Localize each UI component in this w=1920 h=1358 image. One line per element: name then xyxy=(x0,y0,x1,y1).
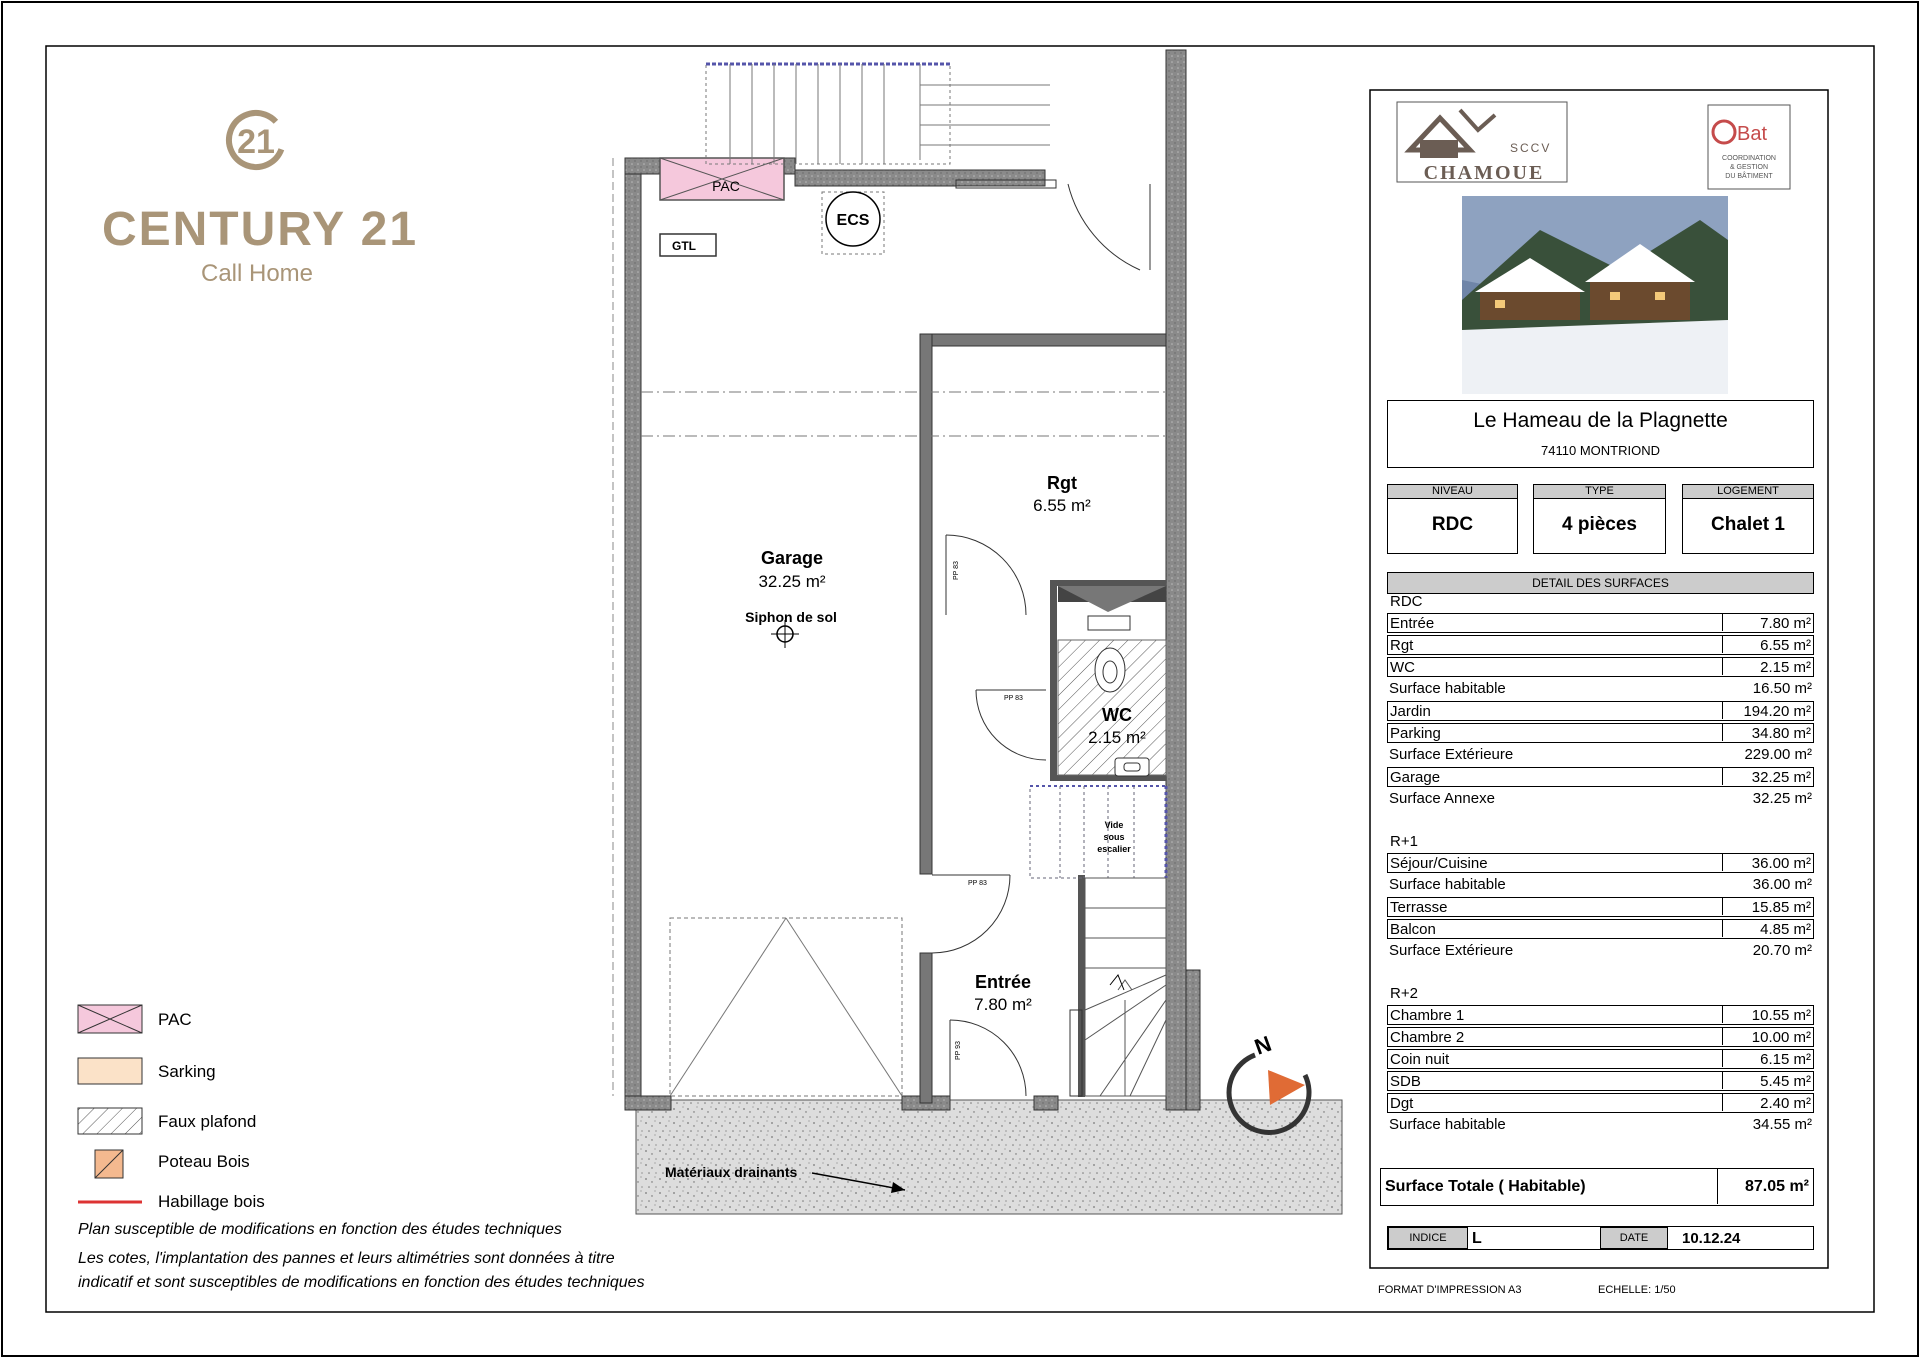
surface-label: Surface Extérieure xyxy=(1389,746,1514,763)
surface-row xyxy=(1387,1027,1814,1047)
room-area-rgt: 6.55 m² xyxy=(1033,496,1091,515)
note-1: Plan susceptible de modifications en fonction des études techniques xyxy=(78,1221,562,1238)
surface-label: Entrée xyxy=(1390,615,1435,632)
indice-header: INDICE xyxy=(1388,1227,1468,1249)
surface-label: Jardin xyxy=(1390,703,1431,720)
legend-faux-plafond-swatch xyxy=(78,1108,142,1134)
print-format: FORMAT D'IMPRESSION A3 xyxy=(1378,1284,1522,1296)
surface-value: 15.85 m² xyxy=(1722,898,1811,915)
legend-label-habillage-bois: Habillage bois xyxy=(158,1192,265,1211)
detail-header: DETAIL DES SURFACES xyxy=(1387,572,1814,594)
interior-stairs xyxy=(1085,878,1166,1096)
surface-label: Chambre 1 xyxy=(1390,1007,1465,1024)
date-value: 10.12.24 xyxy=(1682,1230,1741,1247)
surface-label: Surface habitable xyxy=(1389,876,1506,893)
surface-label: Coin nuit xyxy=(1390,1051,1450,1068)
section-title: RDC xyxy=(1390,593,1423,610)
total-value: 87.05 m² xyxy=(1717,1169,1813,1204)
under-stair-void xyxy=(1030,786,1166,878)
surface-row xyxy=(1387,1049,1814,1069)
surface-row xyxy=(1387,635,1814,655)
surface-value: 20.70 m² xyxy=(1752,942,1812,959)
surface-row xyxy=(1387,941,1814,961)
type-header: TYPE xyxy=(1533,484,1666,499)
surface-row xyxy=(1387,701,1814,721)
surface-value: 36.00 m² xyxy=(1722,854,1811,871)
surface-value: 229.00 m² xyxy=(1744,746,1812,763)
surface-value: 5.45 m² xyxy=(1722,1072,1811,1089)
void-label-1: Vide xyxy=(1104,820,1124,830)
project-name: Le Hameau de la Plagnette xyxy=(1473,409,1728,432)
surface-row xyxy=(1387,919,1814,939)
surface-label: Terrasse xyxy=(1390,899,1448,916)
surface-row xyxy=(1387,723,1814,743)
surface-label: SDB xyxy=(1390,1073,1421,1090)
surface-value: 34.55 m² xyxy=(1752,1116,1812,1133)
century21-emblem: 21 xyxy=(237,123,275,161)
siphon-label: Siphon de sol xyxy=(745,609,837,625)
century21-tagline: Call Home xyxy=(200,260,314,287)
legend-label-faux-plafond: Faux plafond xyxy=(158,1112,257,1131)
gbat-logo xyxy=(1708,105,1790,189)
surface-label: Surface Extérieure xyxy=(1389,942,1514,959)
surface-value: 2.15 m² xyxy=(1722,658,1811,675)
surface-label: Surface Annexe xyxy=(1389,790,1495,807)
surface-row xyxy=(1387,657,1814,677)
legend-sarking-swatch xyxy=(78,1058,142,1084)
walls xyxy=(625,50,1200,1110)
door-label-entree: PP 83 xyxy=(968,880,987,887)
surface-label: Balcon xyxy=(1390,921,1436,938)
surface-label: WC xyxy=(1390,659,1415,676)
surface-row xyxy=(1387,1093,1814,1113)
void-label-3: escalier xyxy=(1097,844,1131,854)
surface-row xyxy=(1387,1115,1814,1135)
door-label-front: PP 93 xyxy=(955,1041,962,1060)
surface-row xyxy=(1387,875,1814,895)
surface-label: Surface habitable xyxy=(1389,1116,1506,1133)
room-area-entree: 7.80 m² xyxy=(974,995,1032,1014)
surface-label: Chambre 2 xyxy=(1390,1029,1465,1046)
legend-label-pac: PAC xyxy=(158,1010,192,1029)
legend-label-poteau-bois: Poteau Bois xyxy=(158,1152,250,1171)
surface-label: Séjour/Cuisine xyxy=(1390,855,1488,872)
note-2: Les cotes, l'implantation des pannes et leurs altimétries sont données à titre xyxy=(78,1250,615,1267)
north-label: N xyxy=(1251,1030,1275,1060)
project-address: 74110 MONTRIOND xyxy=(1541,443,1660,458)
room-name-wc: WC xyxy=(1102,705,1132,725)
surface-value: 6.55 m² xyxy=(1722,636,1811,653)
surface-value: 36.00 m² xyxy=(1752,876,1812,893)
room-name-rgt: Rgt xyxy=(1047,473,1077,493)
garage-door xyxy=(670,918,902,1096)
void-label-2: sous xyxy=(1103,832,1125,842)
century21-wordmark: CENTURY 21 xyxy=(101,203,419,256)
surface-value: 34.80 m² xyxy=(1722,724,1811,741)
room-name-entree: Entrée xyxy=(974,972,1032,992)
entree-door xyxy=(932,875,1010,953)
indice-value: L xyxy=(1472,1230,1482,1247)
surface-row xyxy=(1387,897,1814,917)
project-rendering-image xyxy=(1462,196,1728,394)
chamoue-sccv: SCCV xyxy=(1510,141,1552,155)
room-area-garage: 32.25 m² xyxy=(758,572,826,591)
surface-label: Dgt xyxy=(1390,1095,1414,1112)
legend-label-sarking: Sarking xyxy=(158,1062,216,1081)
surface-value: 6.15 m² xyxy=(1722,1050,1811,1067)
surface-value: 32.25 m² xyxy=(1722,768,1811,785)
surface-row xyxy=(1387,789,1814,809)
surface-value: 16.50 m² xyxy=(1752,680,1812,697)
gbat-sub-1: COORDINATION xyxy=(1722,155,1776,162)
rgt-door xyxy=(946,535,1026,615)
legend-symbols xyxy=(78,1005,142,1202)
surface-value: 10.00 m² xyxy=(1722,1028,1811,1045)
surface-row xyxy=(1387,767,1814,787)
surface-label: Surface habitable xyxy=(1389,680,1506,697)
washbasin-symbol xyxy=(1115,758,1149,776)
surface-label: Rgt xyxy=(1390,637,1414,654)
surface-value: 7.80 m² xyxy=(1722,614,1811,631)
door-label-wc: PP 83 xyxy=(1004,695,1023,702)
century21-logo xyxy=(102,105,418,287)
niveau-value: RDC xyxy=(1431,514,1474,535)
gbat-sub-2: & GESTION xyxy=(1729,164,1769,171)
niveau-header: NIVEAU xyxy=(1387,484,1518,499)
total-label: Surface Totale ( Habitable) xyxy=(1385,1178,1586,1195)
room-name-garage: Garage xyxy=(760,548,824,568)
surface-row xyxy=(1387,745,1814,765)
door-label-rgt: PP 83 xyxy=(953,561,960,580)
surface-row xyxy=(1387,1005,1814,1025)
gtl-label: GTL xyxy=(672,239,696,253)
type-value: 4 pièces xyxy=(1562,514,1637,535)
surface-value: 4.85 m² xyxy=(1722,920,1811,937)
surface-value: 32.25 m² xyxy=(1752,790,1812,807)
project-box xyxy=(1387,400,1814,468)
surface-value: 2.40 m² xyxy=(1722,1094,1811,1111)
section-title: R+2 xyxy=(1390,985,1418,1002)
surface-row xyxy=(1387,679,1814,699)
ecs-label: ECS xyxy=(836,212,870,229)
pac-label: PAC xyxy=(712,178,740,194)
logement-header: LOGEMENT xyxy=(1682,484,1814,499)
room-area-wc: 2.15 m² xyxy=(1088,728,1146,747)
wc-door xyxy=(976,690,1046,760)
drainage-label: Matériaux drainants xyxy=(665,1164,798,1180)
note-3: indicatif et sont susceptibles de modifications en fonction des études techniques xyxy=(78,1274,645,1291)
section-title: R+1 xyxy=(1390,833,1418,850)
surface-row xyxy=(1387,1071,1814,1091)
gbat-sub-3: DU BÂTIMENT xyxy=(1725,173,1773,180)
total-box xyxy=(1380,1168,1814,1206)
chamoue-logo xyxy=(1397,102,1567,184)
surface-label: Parking xyxy=(1390,725,1441,742)
surface-value: 10.55 m² xyxy=(1722,1006,1811,1023)
chamoue-name: CHAMOUE xyxy=(1423,162,1545,184)
surface-row xyxy=(1387,613,1814,633)
surface-label: Garage xyxy=(1390,769,1441,786)
surface-row xyxy=(1387,853,1814,873)
scale: ECHELLE: 1/50 xyxy=(1598,1284,1676,1296)
surface-value: 194.20 m² xyxy=(1722,702,1811,719)
front-door xyxy=(950,1020,1026,1096)
gbat-name: Bat xyxy=(1736,123,1768,145)
logement-value: Chalet 1 xyxy=(1711,514,1785,535)
date-header: DATE xyxy=(1600,1227,1668,1249)
